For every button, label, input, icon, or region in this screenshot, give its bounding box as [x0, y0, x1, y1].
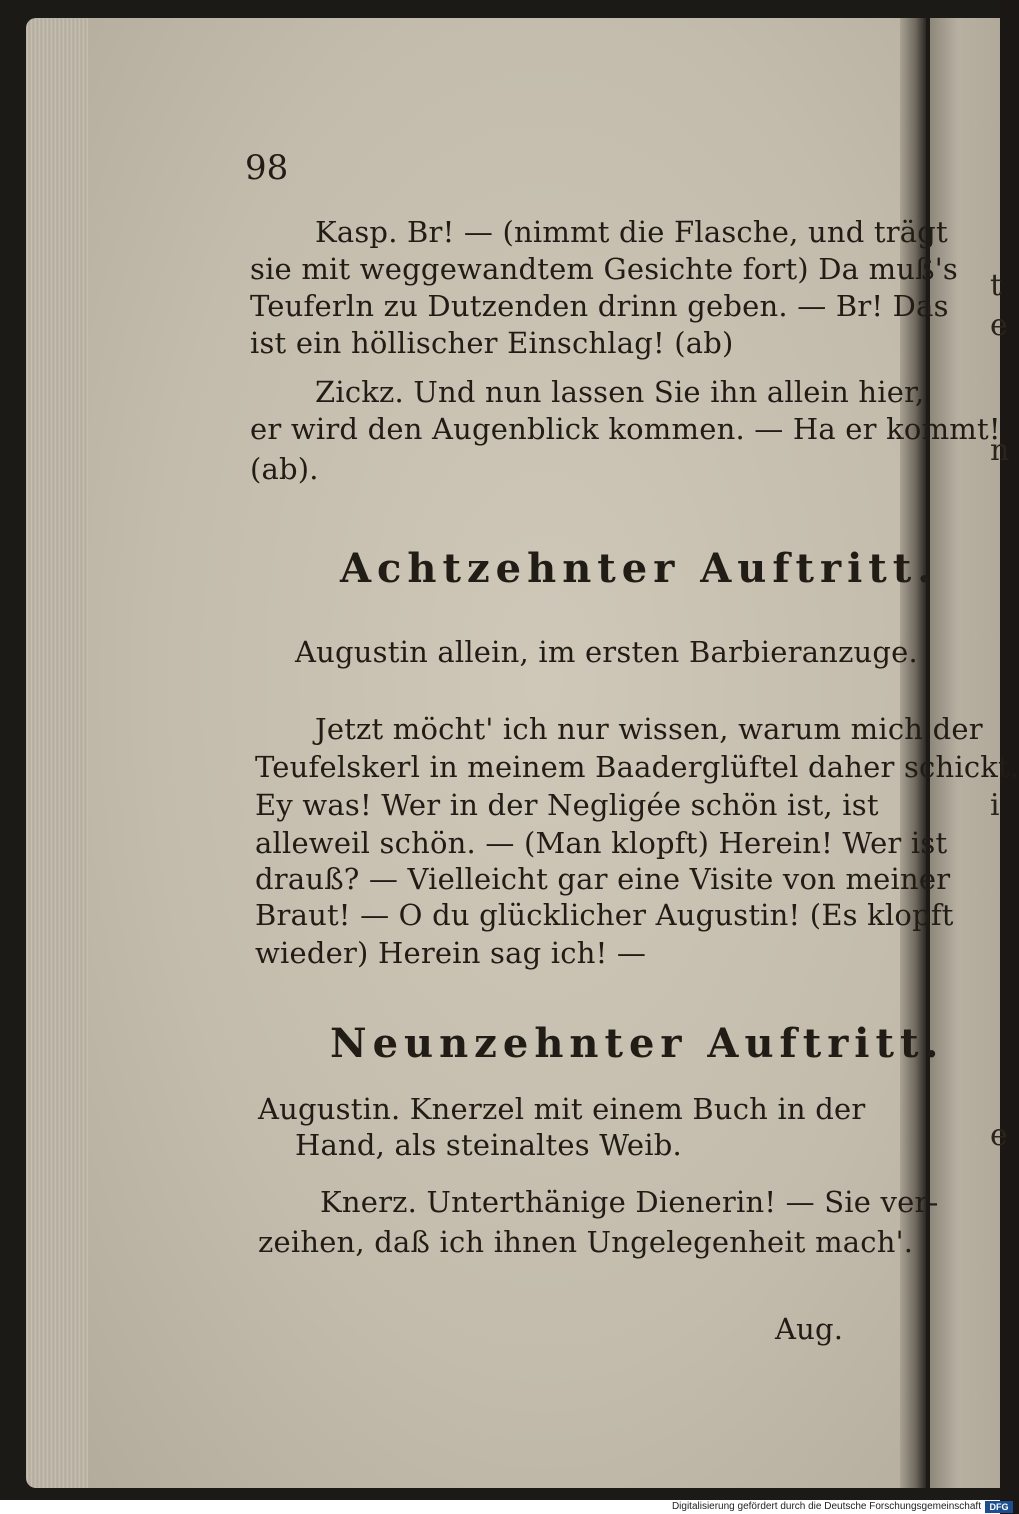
- scene-heading: Neunzehnter Auftritt.: [330, 1020, 945, 1067]
- text-line: wieder) Herein sag ich! —: [255, 936, 647, 970]
- adjacent-page-fragment: i: [990, 788, 1000, 823]
- text-line: Jetzt möcht' ich nur wissen, warum mich der: [315, 712, 983, 746]
- text-line: Ey was! Wer in der Negligée schön ist, ist: [255, 788, 879, 822]
- adjacent-page-fragment: t: [990, 268, 1003, 303]
- dfg-logo-icon: DFG: [985, 1501, 1013, 1513]
- text-line: Teuferln zu Dutzenden drinn geben. — Br! Das: [250, 289, 949, 323]
- text-line: Braut! — O du glücklicher Augustin! (Es klopft: [255, 898, 954, 932]
- text-line: drauß? — Vielleicht gar eine Visite von meiner: [255, 862, 951, 896]
- text-line: er wird den Augenblick kommen. — Ha er kommt!: [250, 412, 1001, 446]
- stage-direction: Augustin. Knerzel mit einem Buch in der: [258, 1092, 866, 1126]
- scene-heading: Achtzehnter Auftritt.: [340, 545, 938, 592]
- text-line: ist ein höllischer Einschlag! (ab): [250, 326, 734, 360]
- text-line: sie mit weggewandtem Gesichte fort) Da muß's: [250, 252, 958, 286]
- text-line: Teufelskerl in meinem Baaderglüftel daher schickt.: [255, 750, 1019, 784]
- catchword: Aug.: [775, 1312, 844, 1346]
- text-line: Zickz. Und nun lassen Sie ihn allein hier,: [315, 375, 925, 409]
- text-line: Knerz. Unterthänige Dienerin! — Sie ver-: [320, 1185, 939, 1219]
- adjacent-page-fragment: n: [990, 433, 1010, 468]
- text-line: (ab).: [250, 452, 319, 486]
- adjacent-page-fragment: e: [990, 308, 1008, 343]
- text-line: alleweil schön. — (Man klopft) Herein! Wer ist: [255, 826, 948, 860]
- text-line: Kasp. Br! — (nimmt die Flasche, und trägt: [315, 215, 948, 249]
- stage-direction: Augustin allein, im ersten Barbieranzuge.: [295, 635, 918, 669]
- stage-direction: Hand, als steinaltes Weib.: [295, 1128, 682, 1162]
- text-line: zeihen, daß ich ihnen Ungelegenheit mach'.: [258, 1225, 914, 1259]
- footer-credit: Digitalisierung gefördert durch die Deutsche Forschungsgemeinschaft: [671, 1501, 981, 1512]
- adjacent-page-fragment: e: [990, 1118, 1008, 1153]
- page-number: 98: [245, 148, 289, 188]
